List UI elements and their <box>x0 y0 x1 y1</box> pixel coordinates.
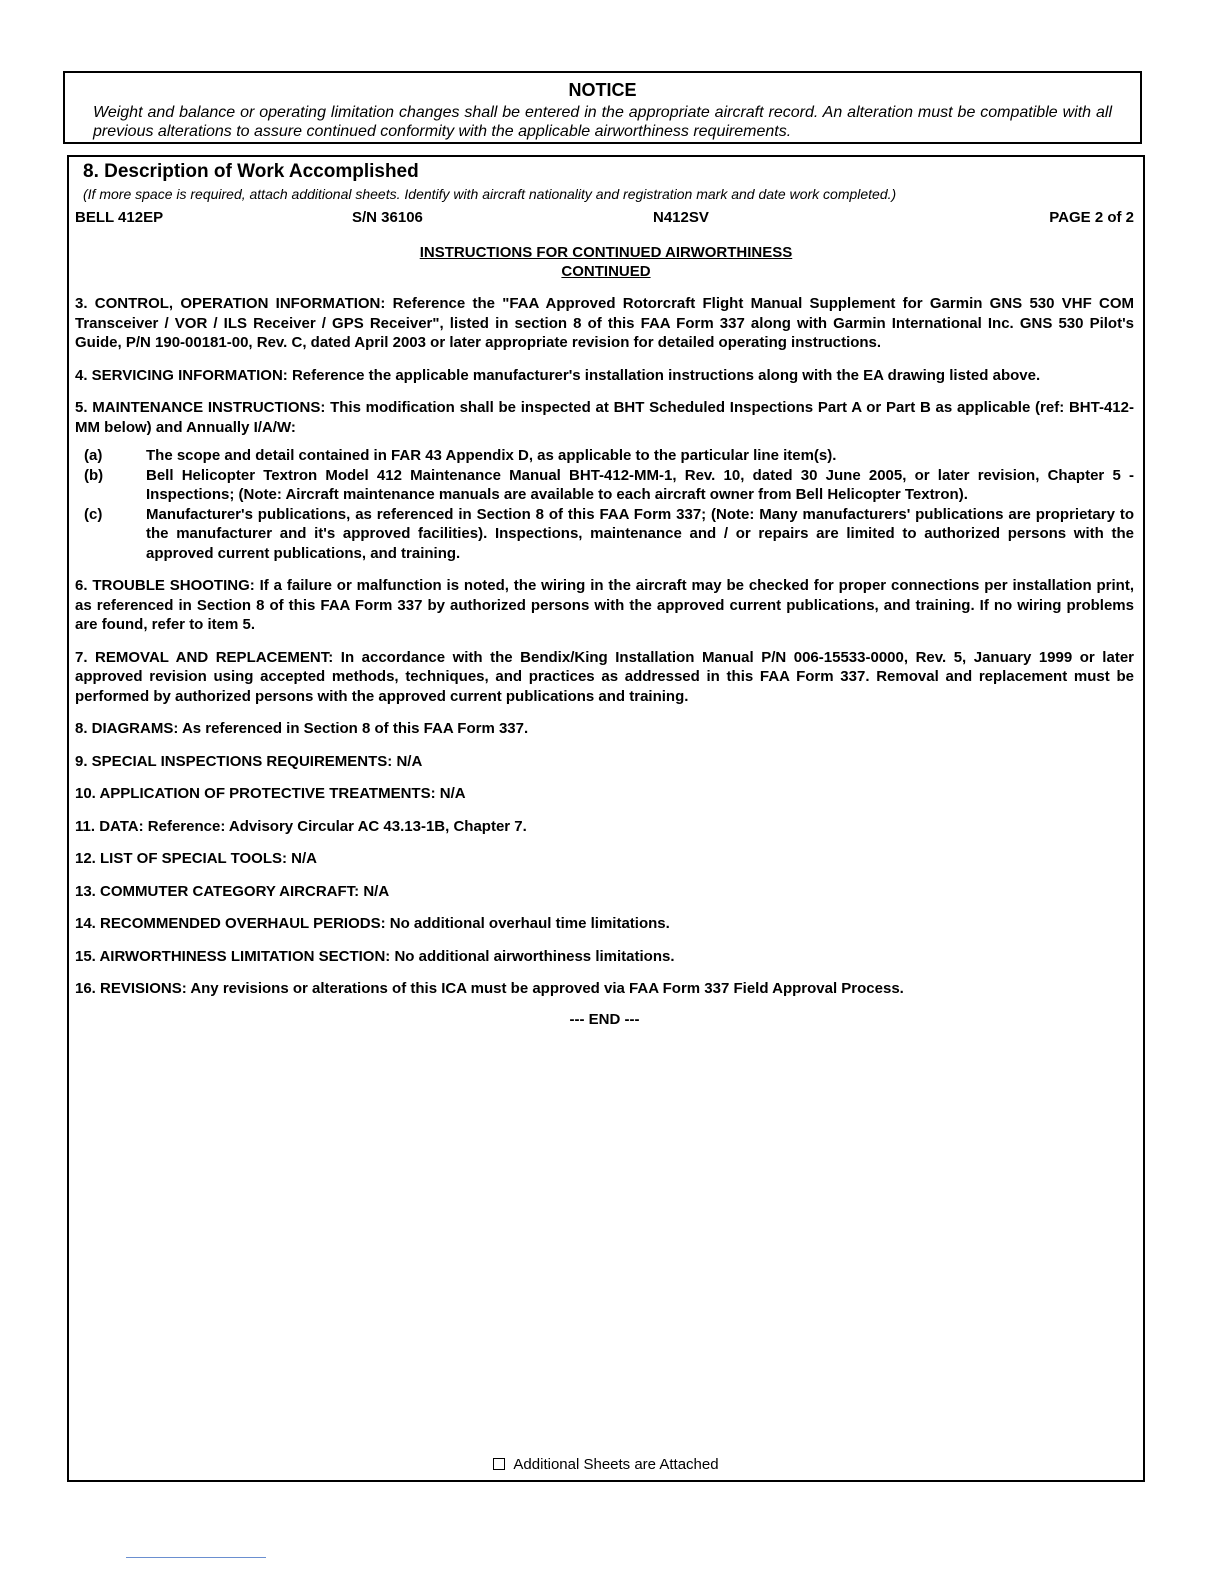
serial-number: S/N 36106 <box>352 209 423 226</box>
page-number: PAGE 2 of 2 <box>1049 209 1134 226</box>
additional-sheets-label: Additional Sheets are Attached <box>513 1456 719 1473</box>
item-6: 6. TROUBLE SHOOTING: If a failure or malfunction is noted, the wiring in the aircraft may be checked for proper connections per installation print, as referenced in Section 8 of this FAA Form 337 by authorized persons with the approved current publications, and training. If no wiring problems are found, refer to item 5. <box>75 577 1134 633</box>
item-15: 15. AIRWORTHINESS LIMITATION SECTION: No additional airworthiness limitations. <box>75 947 675 965</box>
registration-mark: N412SV <box>653 209 709 226</box>
ica-title-line1: INSTRUCTIONS FOR CONTINUED AIRWORTHINESS <box>419 244 793 261</box>
item-4: 4. SERVICING INFORMATION: Reference the applicable manufacturer's installation instructions along with the EA drawing listed above. <box>75 366 1041 384</box>
item-5-sublist <box>75 446 1134 563</box>
item-11: 11. DATA: Reference: Advisory Circular AC 43.13-1B, Chapter 7. <box>75 817 527 835</box>
item-5c-label: (c) <box>84 505 103 523</box>
item-3: 3. CONTROL, OPERATION INFORMATION: Reference the "FAA Approved Rotorcraft Flight Manual Supplement for Garmin GNS 530 VHF COM Transceiver / VOR / ILS Receiver / GPS Receiver", listed in section 8 of this FAA Form 337 along with Garmin International Inc. GNS 530 Pilot's Guide, P/N 190-00181-00, Rev. C, dated April 2003 or later appropriate revision for detailed operating instructions. <box>75 295 1134 351</box>
item-5: 5. MAINTENANCE INSTRUCTIONS: This modification shall be inspected at BHT Scheduled Inspections Part A or Part B as applicable (ref: BHT-412-MM below) and Annually I/A/W: <box>75 399 1134 436</box>
item-14: 14. RECOMMENDED OVERHAUL PERIODS: No additional overhaul time limitations. <box>75 915 670 932</box>
aircraft-model: BELL 412EP <box>75 209 164 226</box>
ica-body <box>75 294 1134 1029</box>
item-8: 8. DIAGRAMS: As referenced in Section 8 of this FAA Form 337. <box>75 720 529 737</box>
section-subtitle: (If more space is required, attach additional sheets. Identify with aircraft nationality and registration mark and date work completed.) <box>83 186 897 202</box>
item-5b <box>75 466 1134 505</box>
item-13: 13. COMMUTER CATEGORY AIRCRAFT: N/A <box>75 882 390 900</box>
item-12: 12. LIST OF SPECIAL TOOLS: N/A <box>75 850 317 867</box>
item-5c <box>75 505 1134 564</box>
additional-sheets-row <box>69 1456 1143 1473</box>
item-16: 16. REVISIONS: Any revisions or alterations of this ICA must be approved via FAA Form 337 Field Approval Process. <box>75 980 904 997</box>
ica-title-line2: CONTINUED <box>561 263 651 280</box>
item-7: 7. REMOVAL AND REPLACEMENT: In accordance with the Bendix/King Installation Manual P/N 006-15533-0000, Rev. 5, January 1999 or later approved revision using accepted methods, techniques, and practices as addressed in this FAA Form 337. Removal and replacement must be performed by authorized persons with the approved current publications and training. <box>75 648 1134 705</box>
item-5a <box>75 446 1134 466</box>
notice-text: Weight and balance or operating limitation changes shall be entered in the appropriate aircraft record. An alteration must be compatible with all previous alterations to assure continued conformity with the applicable airworthiness requirements. <box>93 104 1112 140</box>
aircraft-header-row <box>75 209 1134 229</box>
notice-title: NOTICE <box>568 80 637 100</box>
ica-title <box>69 243 1143 281</box>
item-5c-text: Manufacturer's publications, as referenced in Section 8 of this FAA Form 337; (Note: Many manufacturers' publications are proprietary to the manufacturer and it's approved facilities). Inspections, maintenance and / or repairs are limited to authorized persons with the approved current publications, and training. <box>146 505 1134 562</box>
notice-box <box>63 71 1142 144</box>
item-5a-text: The scope and detail contained in FAR 43 Appendix D, as applicable to the particular line item(s). <box>146 447 837 464</box>
item-5b-text: Bell Helicopter Textron Model 412 Maintenance Manual BHT-412-MM-1, Rev. 10, dated 30 June 2005, or later revision, Chapter 5 - Inspections; (Note: Aircraft maintenance manuals are available to each aircraft owner from Bell Helicopter Textron). <box>146 466 1134 503</box>
section-title: 8. Description of Work Accomplished <box>83 161 419 182</box>
end-marker: --- END --- <box>569 1010 640 1028</box>
item-5a-label: (a) <box>84 447 103 464</box>
additional-sheets-checkbox[interactable] <box>493 1458 505 1470</box>
work-description-box <box>67 155 1145 1482</box>
item-10: 10. APPLICATION OF PROTECTIVE TREATMENTS: N/A <box>75 785 466 802</box>
item-5b-label: (b) <box>84 466 104 484</box>
item-9: 9. SPECIAL INSPECTIONS REQUIREMENTS: N/A <box>75 752 423 770</box>
bottom-rule <box>126 1557 266 1558</box>
